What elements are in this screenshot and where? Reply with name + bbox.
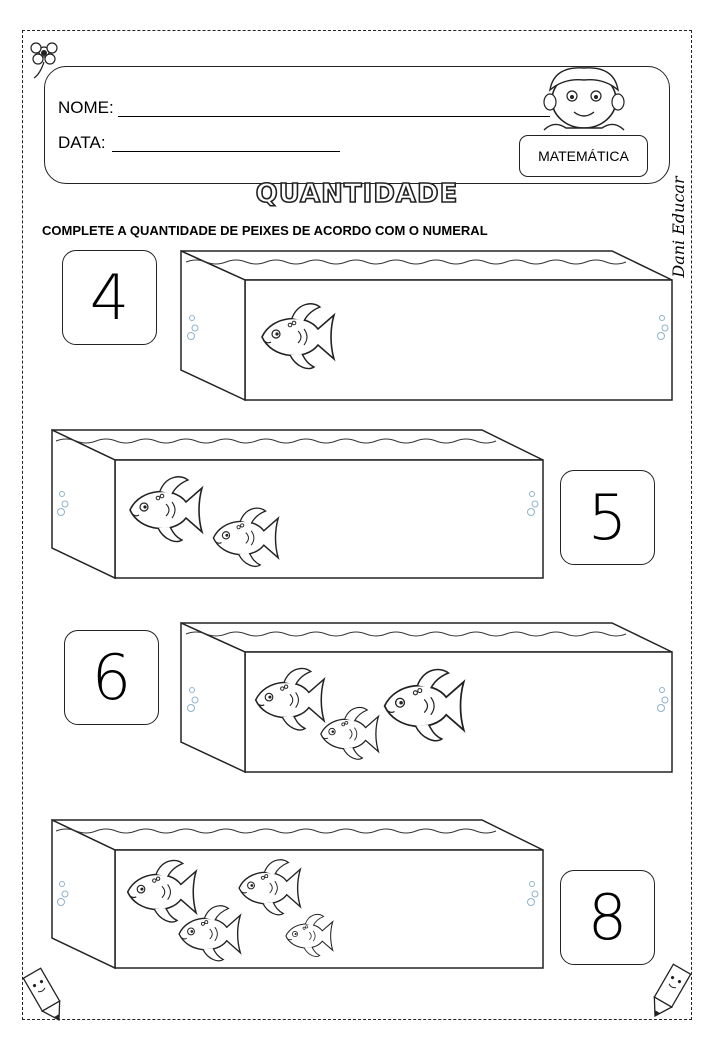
author-signature: Dani Educar — [668, 176, 688, 278]
fish-tank-3 — [181, 623, 672, 772]
pencil-character-icon — [646, 964, 690, 1021]
numeral-box-3: 6 — [64, 630, 159, 725]
pencil-character-icon — [23, 968, 67, 1025]
fish-tank-2 — [52, 430, 543, 578]
fish-tank-4 — [52, 820, 543, 968]
fish-tank-1 — [181, 251, 672, 400]
numeral-box-1: 4 — [62, 250, 157, 345]
subject-badge: MATEMÁTICA — [519, 135, 648, 177]
name-label: NOME: — [58, 98, 114, 117]
numeral-box-2: 5 — [560, 470, 655, 565]
numeral-box-4: 8 — [560, 870, 655, 965]
date-field-line[interactable] — [112, 151, 340, 152]
date-label: DATA: — [58, 133, 106, 152]
page-title: QUANTIDADE — [255, 179, 459, 209]
name-field-line[interactable] — [118, 116, 550, 117]
instruction-text: COMPLETE A QUANTIDADE DE PEIXES DE ACORDO COM O NUMERAL — [42, 223, 488, 238]
